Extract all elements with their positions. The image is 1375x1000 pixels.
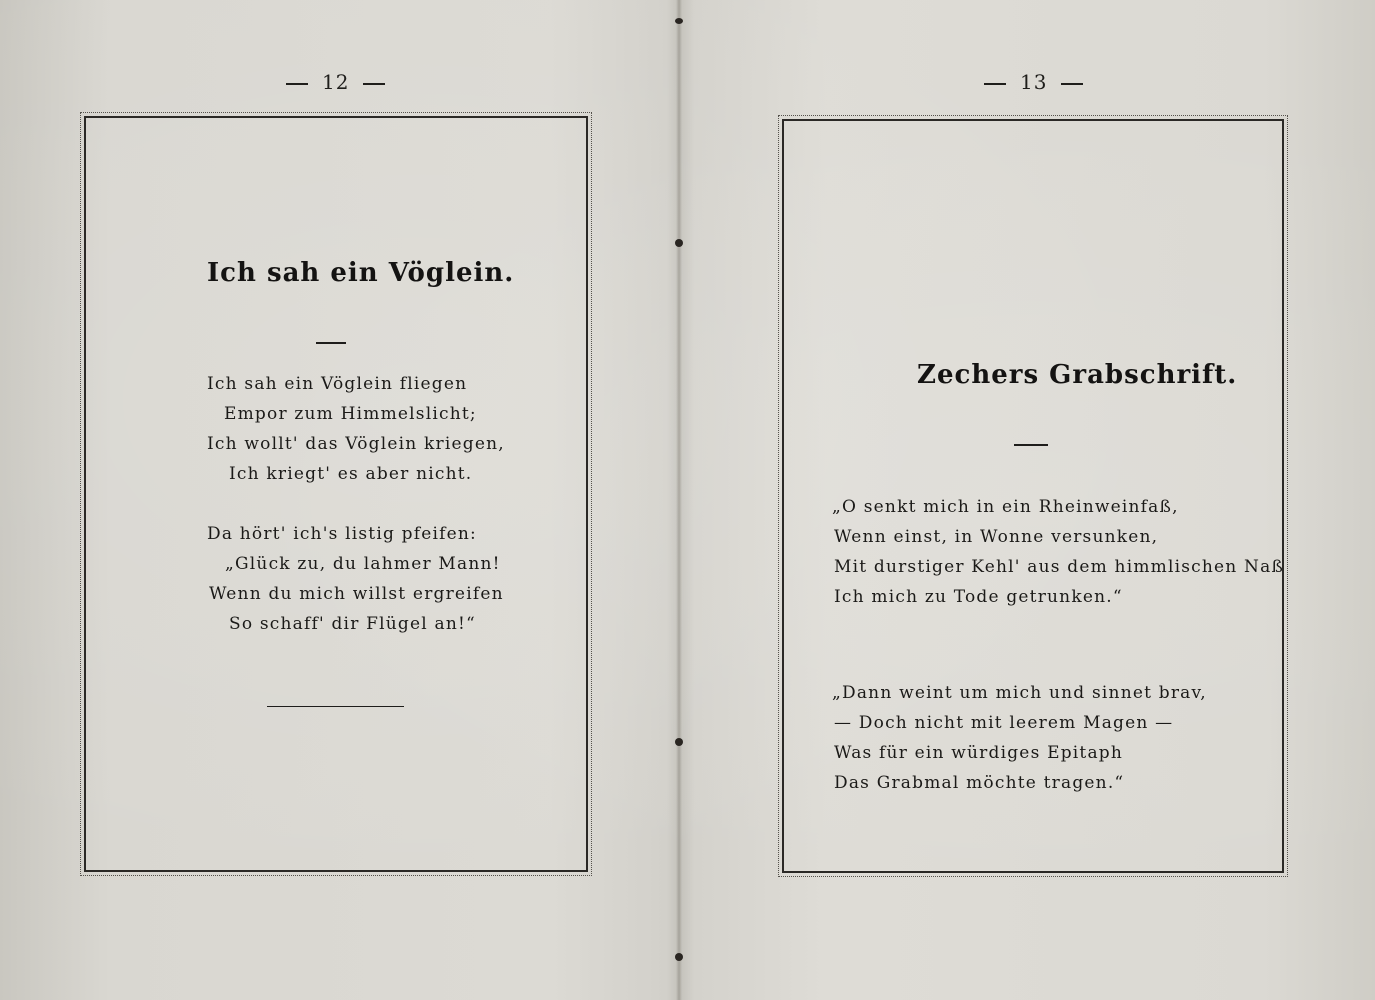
verse-line: — Doch nicht mit leerem Magen — bbox=[834, 713, 1174, 733]
page-number-dash bbox=[984, 83, 1006, 85]
verse-line: Das Grabmal möchte tragen.“ bbox=[834, 773, 1125, 793]
book-gutter bbox=[676, 0, 682, 1000]
binding-stitch bbox=[675, 738, 683, 746]
verse-line: „Glück zu, du lahmer Mann! bbox=[225, 554, 501, 574]
binding-stitch bbox=[675, 953, 683, 961]
verse-line: Wenn einst, in Wonne versunken, bbox=[834, 527, 1159, 547]
verse-line: „O senkt mich in ein Rheinweinfaß, bbox=[832, 497, 1179, 517]
left-page-frame bbox=[84, 116, 588, 872]
verse-line: Ich mich zu Tode getrunken.“ bbox=[834, 587, 1123, 607]
page-number-dash bbox=[1061, 83, 1083, 85]
verse-line: Mit durstiger Kehl' aus dem himmlischen Naß bbox=[834, 557, 1285, 577]
verse-line: Da hört' ich's listig pfeifen: bbox=[207, 524, 477, 544]
verse-line: Ich kriegt' es aber nicht. bbox=[229, 464, 473, 484]
right-poem-title: Zechers Grabschrift. bbox=[917, 360, 1238, 390]
verse-line: Was für ein würdiges Epitaph bbox=[834, 743, 1124, 763]
verse-line: Wenn du mich willst ergreifen bbox=[209, 584, 504, 604]
verse-line: Empor zum Himmelslicht; bbox=[224, 404, 477, 424]
verse-line: „Dann weint um mich und sinnet brav, bbox=[832, 683, 1207, 703]
binding-stitch bbox=[675, 18, 683, 24]
verse-line: Ich wollt' das Vöglein kriegen, bbox=[207, 434, 505, 454]
right-page-number-text: 13 bbox=[1020, 70, 1048, 94]
page-number-dash bbox=[286, 83, 308, 85]
left-page-number bbox=[272, 70, 399, 94]
right-page-number bbox=[970, 70, 1097, 94]
left-poem-title: Ich sah ein Vöglein. bbox=[207, 258, 515, 288]
right-title-rule bbox=[1014, 444, 1048, 446]
page-number-dash bbox=[363, 83, 385, 85]
left-page-number-text: 12 bbox=[322, 70, 350, 94]
verse-line: So schaff' dir Flügel an!“ bbox=[229, 614, 476, 634]
left-title-rule bbox=[316, 342, 346, 344]
verse-line: Ich sah ein Vöglein fliegen bbox=[207, 374, 468, 394]
end-rule bbox=[267, 706, 404, 707]
binding-stitch bbox=[675, 239, 683, 247]
